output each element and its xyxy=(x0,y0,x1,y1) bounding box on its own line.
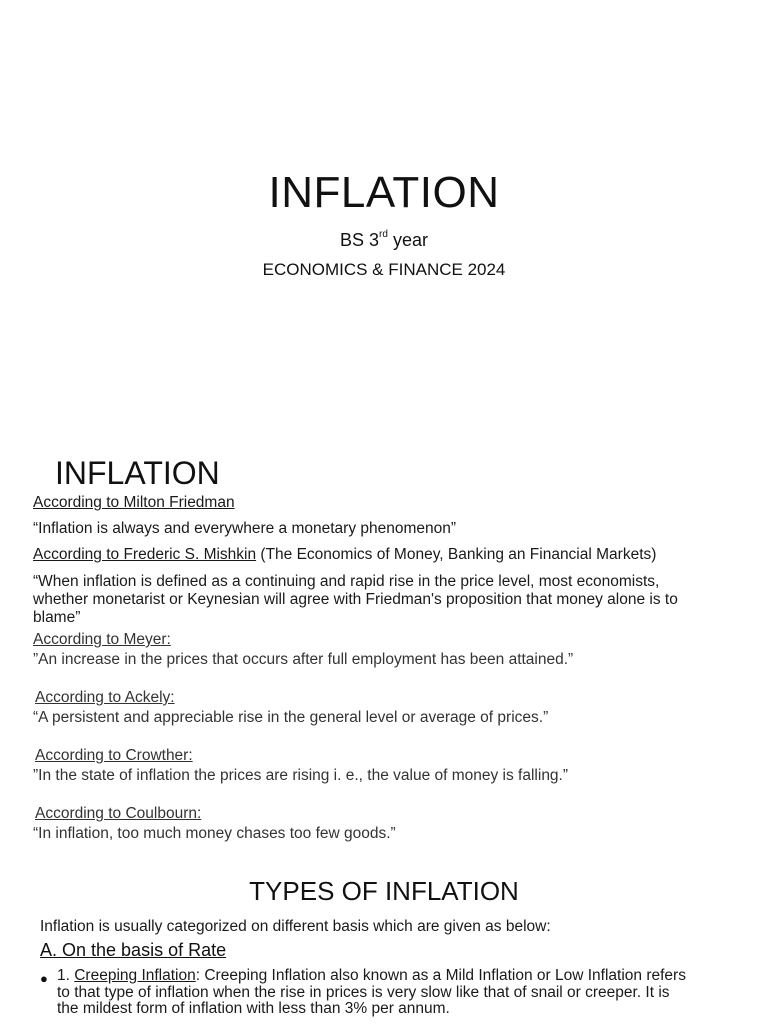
list-item-creeping-inflation xyxy=(57,968,737,1018)
meyer-label: According to Meyer: xyxy=(33,631,171,648)
mishkin-quote-line-2: whether monetarist or Keynesian will agree with Friedman's proposition that money alone is to xyxy=(33,591,678,608)
meyer-quote: ”An increase in the prices that occurs after full employment has been attained.” xyxy=(33,651,574,668)
list-item-line-1: 1. Creeping Inflation: Creeping Inflation also known as a Mild Inflation or Low Inflation refers xyxy=(57,967,686,984)
document-title: INFLATION xyxy=(268,168,500,217)
creeping-inflation-term: Creeping Inflation xyxy=(74,967,196,984)
friedman-label: According to Milton Friedman xyxy=(33,494,235,511)
mishkin-quote-line-3: blame” xyxy=(33,609,81,626)
list-item-line-2: to that type of inflation when the rise in prices is very slow like that of snail or creeper. It is xyxy=(57,983,670,1001)
mishkin-label: According to Frederic S. Mishkin xyxy=(33,546,257,563)
section-heading-types: TYPES OF INFLATION xyxy=(249,876,519,906)
mishkin-source: (The Economics of Money, Banking an Financial Markets) xyxy=(256,546,657,563)
course-year: BS 3rd year xyxy=(340,229,428,250)
friedman-quote: “Inflation is always and everywhere a monetary phenomenon” xyxy=(33,520,457,537)
bullet-icon: ● xyxy=(40,971,48,986)
coulbourn-label: According to Coulbourn: xyxy=(35,805,202,822)
basis-rate-heading: A. On the basis of Rate xyxy=(40,940,227,960)
mishkin-quote-line-1: “When inflation is defined as a continuing and rapid rise in the price level, most economists, xyxy=(33,573,660,590)
ackely-quote: “A persistent and appreciable rise in the general level or average of prices.” xyxy=(33,709,549,726)
types-intro: Inflation is usually categorized on different basis which are given as below: xyxy=(40,918,551,935)
crowther-label: According to Crowther: xyxy=(35,747,193,764)
crowther-quote: ”In the state of inflation the prices are rising i. e., the value of money is falling.” xyxy=(33,767,569,784)
ackely-label: According to Ackely: xyxy=(35,689,175,706)
section-heading-inflation: INFLATION xyxy=(55,455,220,491)
coulbourn-quote: “In inflation, too much money chases too few goods.” xyxy=(33,825,396,842)
list-item-line-3: the mildest form of inflation with less than 3% per annum. xyxy=(57,1000,450,1017)
course-name: ECONOMICS & FINANCE 2024 xyxy=(262,260,506,279)
mishkin-line xyxy=(33,546,656,564)
